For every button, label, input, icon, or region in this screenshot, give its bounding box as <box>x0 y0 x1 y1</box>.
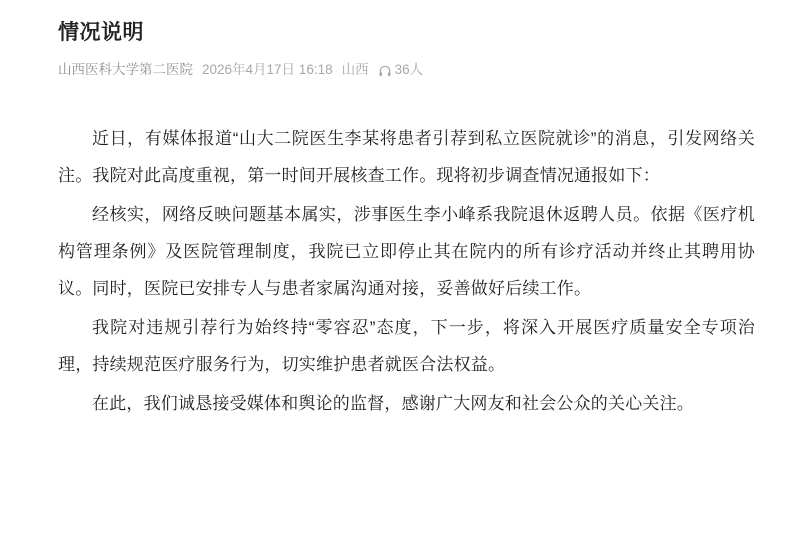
article-paragraph: 近日，有媒体报道“山大二院医生李某将患者引荐到私立医院就诊”的消息，引发网络关注。我院对此高度重视，第一时间开展核查工作。现将初步调查情况通报如下： <box>58 129 755 185</box>
article-paragraph: 在此，我们诚恳接受媒体和舆论的监督，感谢广大网友和社会公众的关心关注。 <box>92 394 694 413</box>
meta-views <box>378 60 424 80</box>
meta-region: 山西 <box>341 62 369 77</box>
article-body <box>58 120 755 422</box>
meta-date: 2026年4月17日 16:18 <box>202 62 333 77</box>
article-paragraph: 经核实，网络反映问题基本属实，涉事医生李小峰系我院退休返聘人员。依据《医疗机构管理条例》及医院管理制度，我院已立即停止其在院内的所有诊疗活动并终止其聘用协议。同时，医院已安排专人与患者家属沟通对接，妥善做好后续工作。 <box>58 205 755 298</box>
article-content <box>58 0 755 422</box>
article-paragraph: 我院对违规引荐行为始终持“零容忍”态度，下一步，将深入开展医疗质量安全专项治理，持续规范医疗服务行为，切实维护患者就医合法权益。 <box>58 318 755 374</box>
headphone-icon <box>378 64 392 78</box>
meta-source[interactable]: 山西医科大学第二医院 <box>58 62 193 77</box>
meta-views-count: 36人 <box>394 62 424 77</box>
left-gutter <box>0 0 24 551</box>
article-meta <box>58 60 755 80</box>
page-title: 情况说明 <box>58 21 144 44</box>
